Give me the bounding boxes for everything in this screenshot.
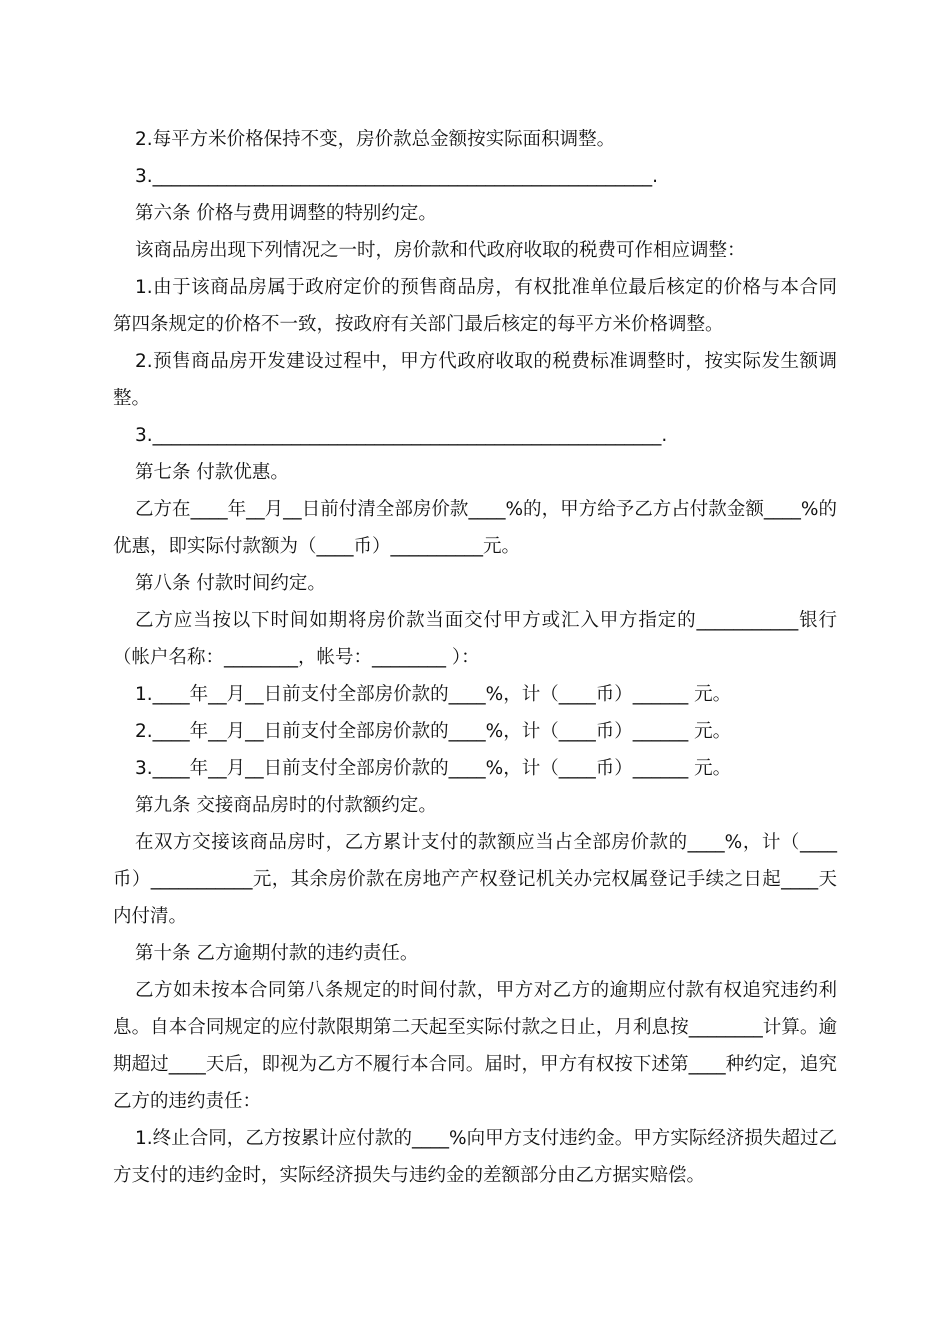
article-10-body: 乙方如未按本合同第八条规定的时间付款，甲方对乙方的逾期应付款有权追究违约利息。自本合同规定的应付款限期第二天起至实际付款之日止，月利息按________计算。逾期超过____天后，即视为乙方不履行本合同。届时，甲方有权按下述第____种约定，追究乙方的违约责任： bbox=[113, 980, 837, 1112]
article-8-heading: 第八条 付款时间约定。 bbox=[135, 573, 326, 594]
article-6-item-2: 2.预售商品房开发建设过程中，甲方代政府收取的税费标准调整时，按实际发生额调整。 bbox=[113, 351, 837, 409]
article-6-item-3-blank: 3._______________________________________________________. bbox=[135, 425, 668, 446]
article-10-heading: 第十条 乙方逾期付款的违约责任。 bbox=[135, 943, 419, 964]
article-9-heading: 第九条 交接商品房时的付款额约定。 bbox=[135, 795, 437, 816]
clause-5-item-2: 2.每平方米价格保持不变，房价款总金额按实际面积调整。 bbox=[135, 129, 616, 150]
article-6-heading: 第六条 价格与费用调整的特别约定。 bbox=[135, 203, 437, 224]
article-6-item-1: 1.由于该商品房属于政府定价的预售商品房，有权批准单位最后核定的价格与本合同第四条规定的价格不一致，按政府有关部门最后核定的每平方米价格调整。 bbox=[113, 277, 837, 335]
article-8-item-1: 1.____年__月__日前支付全部房价款的____%，计（____币）______ 元。 bbox=[135, 684, 732, 705]
article-8-item-3: 3.____年__月__日前支付全部房价款的____%，计（____币）______ 元。 bbox=[135, 758, 732, 779]
article-8-item-2: 2.____年__月__日前支付全部房价款的____%，计（____币）______ 元。 bbox=[135, 721, 732, 742]
article-10-item-1: 1.终止合同，乙方按累计应付款的____%向甲方支付违约金。甲方实际经济损失超过乙方支付的违约金时，实际经济损失与违约金的差额部分由乙方据实赔偿。 bbox=[113, 1128, 837, 1186]
document-body bbox=[113, 121, 837, 1194]
clause-5-item-3-blank: 3.______________________________________________________. bbox=[135, 166, 659, 187]
article-7-heading: 第七条 付款优惠。 bbox=[135, 462, 289, 483]
article-6-intro: 该商品房出现下列情况之一时，房价款和代政府收取的税费可作相应调整： bbox=[135, 240, 746, 261]
article-8-body: 乙方应当按以下时间如期将房价款当面交付甲方或汇入甲方指定的___________银行（帐户名称：________，帐号：________ ）： bbox=[113, 610, 837, 668]
article-9-body: 在双方交接该商品房时，乙方累计支付的款额应当占全部房价款的____%，计（____币）___________元，其余房价款在房地产产权登记机关办完权属登记手续之日起____天内付清。 bbox=[113, 832, 837, 927]
article-7-body: 乙方在____年__月__日前付清全部房价款____%的，甲方给予乙方占付款金额____%的优惠，即实际付款额为（____币）__________元。 bbox=[113, 499, 837, 557]
